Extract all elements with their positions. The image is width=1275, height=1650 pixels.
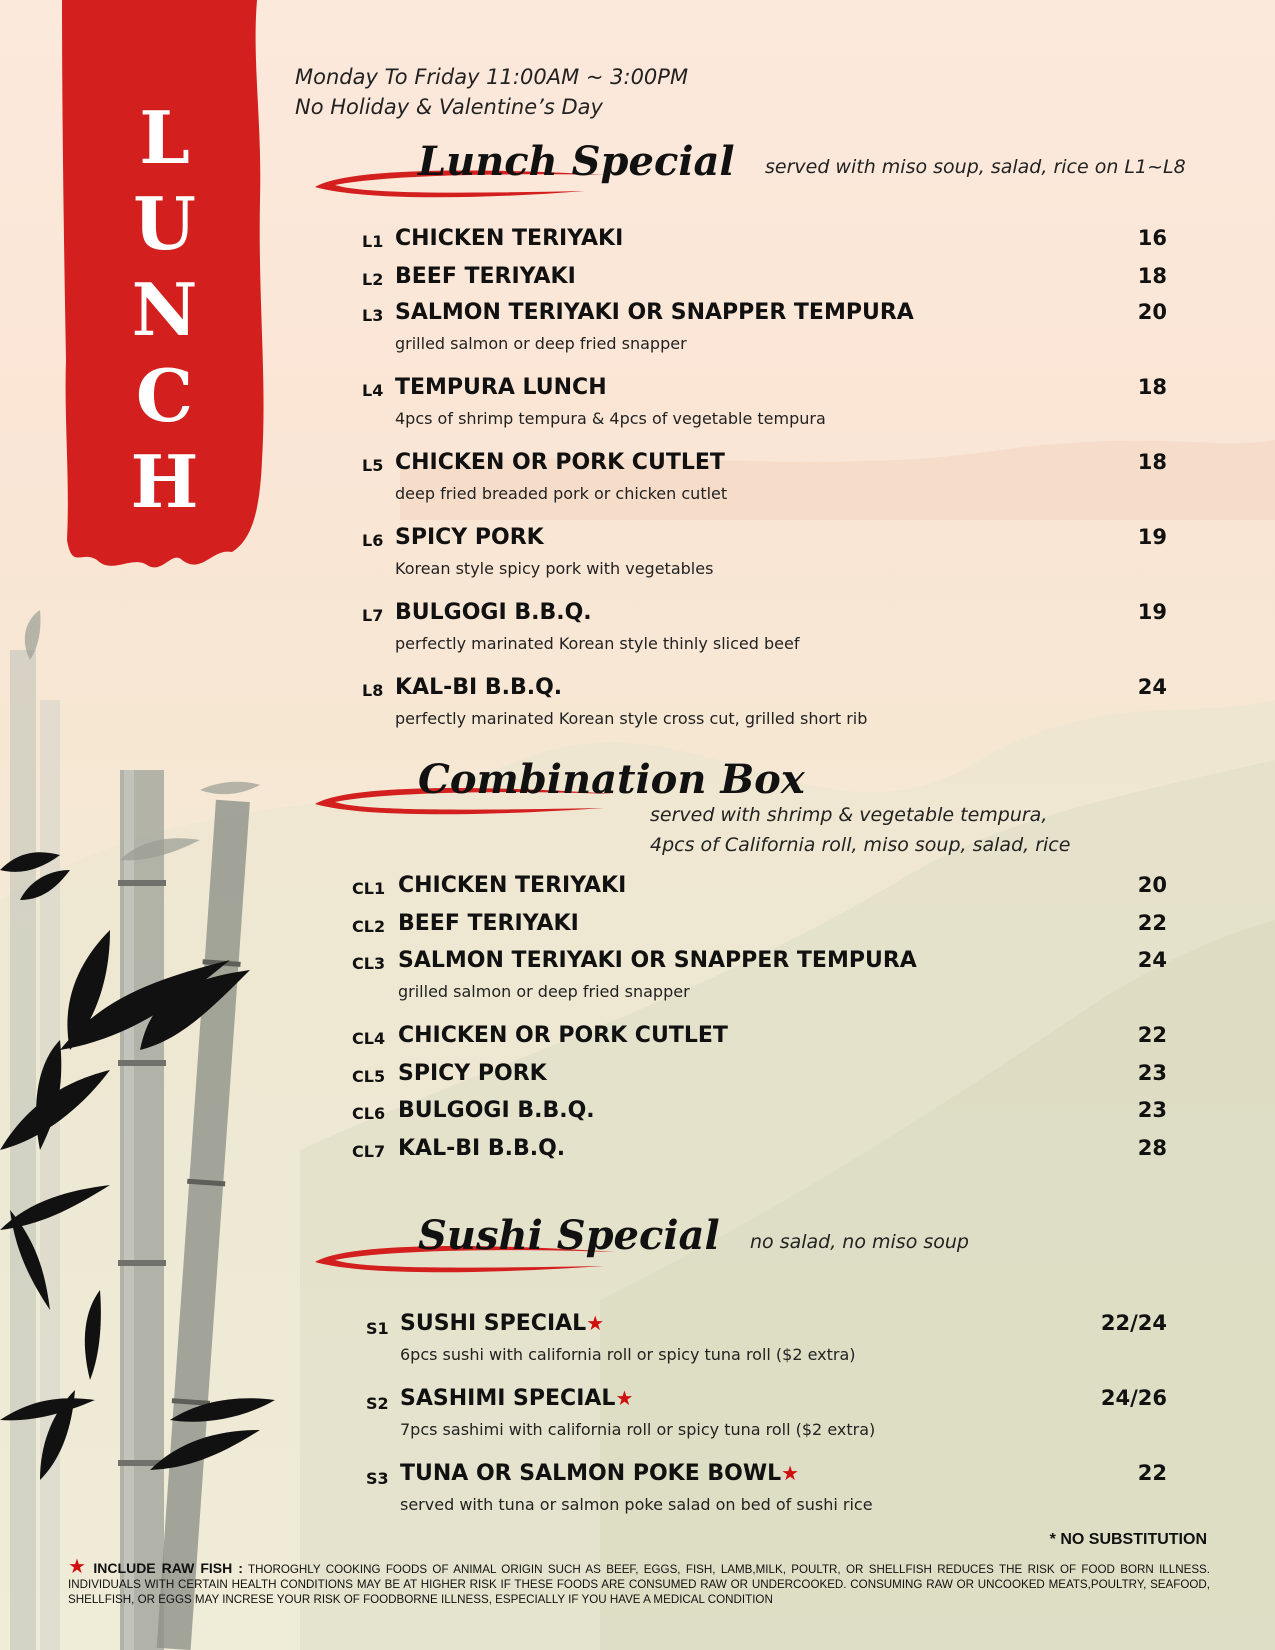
raw-fish-star-icon: ★ (781, 1461, 800, 1485)
item-price: 20 (1137, 300, 1167, 324)
item-code: CL7 (352, 1142, 386, 1161)
item-description: 7pcs sashimi with california roll or spicy tuna roll ($2 extra) (400, 1420, 876, 1439)
no-substitution-note: * NO SUBSTITUTION (1049, 1531, 1207, 1548)
item-price: 24 (1137, 948, 1167, 972)
section-title-combination-box: Combination Box (418, 756, 805, 803)
raw-fish-star-icon: ★ (615, 1386, 634, 1410)
item-price: 19 (1137, 525, 1167, 549)
item-name: BULGOGI B.B.Q. (395, 600, 592, 625)
section-note-sushi: no salad, no miso soup (750, 1231, 969, 1253)
item-description: perfectly marinated Korean style thinly sliced beef (395, 634, 800, 653)
holiday-line: No Holiday & Valentine’s Day (295, 95, 603, 119)
section-note-lunch: served with miso soup, salad, rice on L1~L8 (765, 156, 1186, 178)
item-code: S3 (366, 1469, 389, 1488)
item-description: Korean style spicy pork with vegetables (395, 559, 714, 578)
item-name-text: TUNA OR SALMON POKE BOWL (400, 1461, 782, 1486)
item-description: served with tuna or salmon poke salad on bed of sushi rice (400, 1495, 873, 1514)
item-code: CL3 (352, 954, 386, 973)
banner-letter: C (135, 353, 194, 438)
item-name-text: SASHIMI SPECIAL (400, 1386, 616, 1411)
item-name: CHICKEN TERIYAKI (398, 873, 627, 898)
item-price: 20 (1137, 873, 1167, 897)
item-description: grilled salmon or deep fried snapper (395, 334, 687, 353)
item-name: CHICKEN TERIYAKI (395, 226, 624, 251)
item-code: S1 (366, 1319, 389, 1338)
hours-info (295, 62, 688, 122)
item-code: L8 (362, 681, 384, 700)
item-name (400, 1461, 799, 1486)
item-code: L7 (362, 606, 384, 625)
item-name (400, 1386, 633, 1411)
item-name: CHICKEN OR PORK CUTLET (395, 450, 725, 475)
raw-fish-star-icon: ★ (586, 1311, 605, 1335)
item-price: 16 (1137, 226, 1167, 250)
banner-letter: U (133, 181, 196, 266)
item-price: 22 (1137, 1023, 1167, 1047)
item-name-text: SUSHI SPECIAL (400, 1311, 587, 1336)
item-name: KAL-BI B.B.Q. (398, 1136, 566, 1161)
item-name: SALMON TERIYAKI OR SNAPPER TEMPURA (398, 948, 917, 973)
item-description: 4pcs of shrimp tempura & 4pcs of vegetable tempura (395, 409, 826, 428)
item-price: 18 (1137, 450, 1167, 474)
item-code: CL4 (352, 1029, 386, 1048)
raw-fish-disclaimer (68, 1556, 1210, 1607)
item-code: CL2 (352, 917, 386, 936)
item-name: BEEF TERIYAKI (395, 264, 576, 289)
item-price: 18 (1137, 264, 1167, 288)
banner-letters (62, 95, 267, 525)
item-price: 22 (1137, 911, 1167, 935)
item-code: CL5 (352, 1067, 386, 1086)
item-name: BEEF TERIYAKI (398, 911, 579, 936)
item-name: BULGOGI B.B.Q. (398, 1098, 595, 1123)
item-code: L4 (362, 381, 384, 400)
section-note-combo-line2: 4pcs of California roll, miso soup, salad, rice (650, 834, 1071, 856)
item-price: 22 (1137, 1461, 1167, 1485)
item-description: deep fried breaded pork or chicken cutlet (395, 484, 728, 503)
item-price: 22/24 (1100, 1311, 1167, 1335)
item-name: SALMON TERIYAKI OR SNAPPER TEMPURA (395, 300, 914, 325)
item-price: 28 (1137, 1136, 1167, 1160)
banner-letter: H (130, 439, 199, 524)
item-price: 18 (1137, 375, 1167, 399)
banner-letter: L (139, 95, 190, 180)
raw-fish-star-icon: ★ (68, 1556, 89, 1578)
item-description: perfectly marinated Korean style cross cut, grilled short rib (395, 709, 868, 728)
item-price: 23 (1137, 1061, 1167, 1085)
item-code: S2 (366, 1394, 389, 1413)
item-code: L5 (362, 456, 384, 475)
item-code: CL1 (352, 879, 386, 898)
item-price: 23 (1137, 1098, 1167, 1122)
item-code: L3 (362, 306, 384, 325)
item-name: SPICY PORK (395, 525, 544, 550)
item-name: SPICY PORK (398, 1061, 547, 1086)
section-title-sushi-special: Sushi Special (418, 1212, 720, 1259)
disclaimer-text: THOROGHLY COOKING FOODS OF ANIMAL ORIGIN SUCH AS BEEF, EGGS, FISH, LAMB,MILK, POULTR, OR SHELLFISH REDUCES THE RISK OF FOOD BORN ILLNESS. INDIVIDUALS WITH CERTAIN HEALTH CONDITIONS MAY BE AT HIGHER RISK IF THESE FOODS ARE CONSUMED RAW OR UNDERCOOKED. CONSUMING RAW OR UNCOOKED MEATS,POULTRY, SEAFOOD, SHELLFISH, OR EGGS MAY INCRESE YOUR RISK OF FOODBORNE ILLNESS, ESPECIALLY IF YOU HAVE A MEDICAL CONDITION (68, 1563, 1210, 1606)
hours-line: Monday To Friday 11:00AM ~ 3:00PM (295, 65, 689, 89)
item-code: L2 (362, 270, 384, 289)
item-name: CHICKEN OR PORK CUTLET (398, 1023, 728, 1048)
item-price: 24 (1137, 675, 1167, 699)
item-name: KAL-BI B.B.Q. (395, 675, 563, 700)
raw-fish-label: INCLUDE RAW FISH : (93, 1560, 243, 1576)
item-code: CL6 (352, 1104, 386, 1123)
banner-letter: N (131, 267, 198, 352)
section-title-lunch-special: Lunch Special (418, 138, 735, 185)
item-code: L1 (362, 232, 384, 251)
item-description: 6pcs sushi with california roll or spicy tuna roll ($2 extra) (400, 1345, 856, 1364)
item-price: 24/26 (1100, 1386, 1167, 1410)
item-code: L6 (362, 531, 384, 550)
item-price: 19 (1137, 600, 1167, 624)
section-note-combo-line1: served with shrimp & vegetable tempura, (650, 804, 1048, 826)
item-name: TEMPURA LUNCH (395, 375, 607, 400)
item-description: grilled salmon or deep fried snapper (398, 982, 690, 1001)
item-name (400, 1311, 604, 1336)
